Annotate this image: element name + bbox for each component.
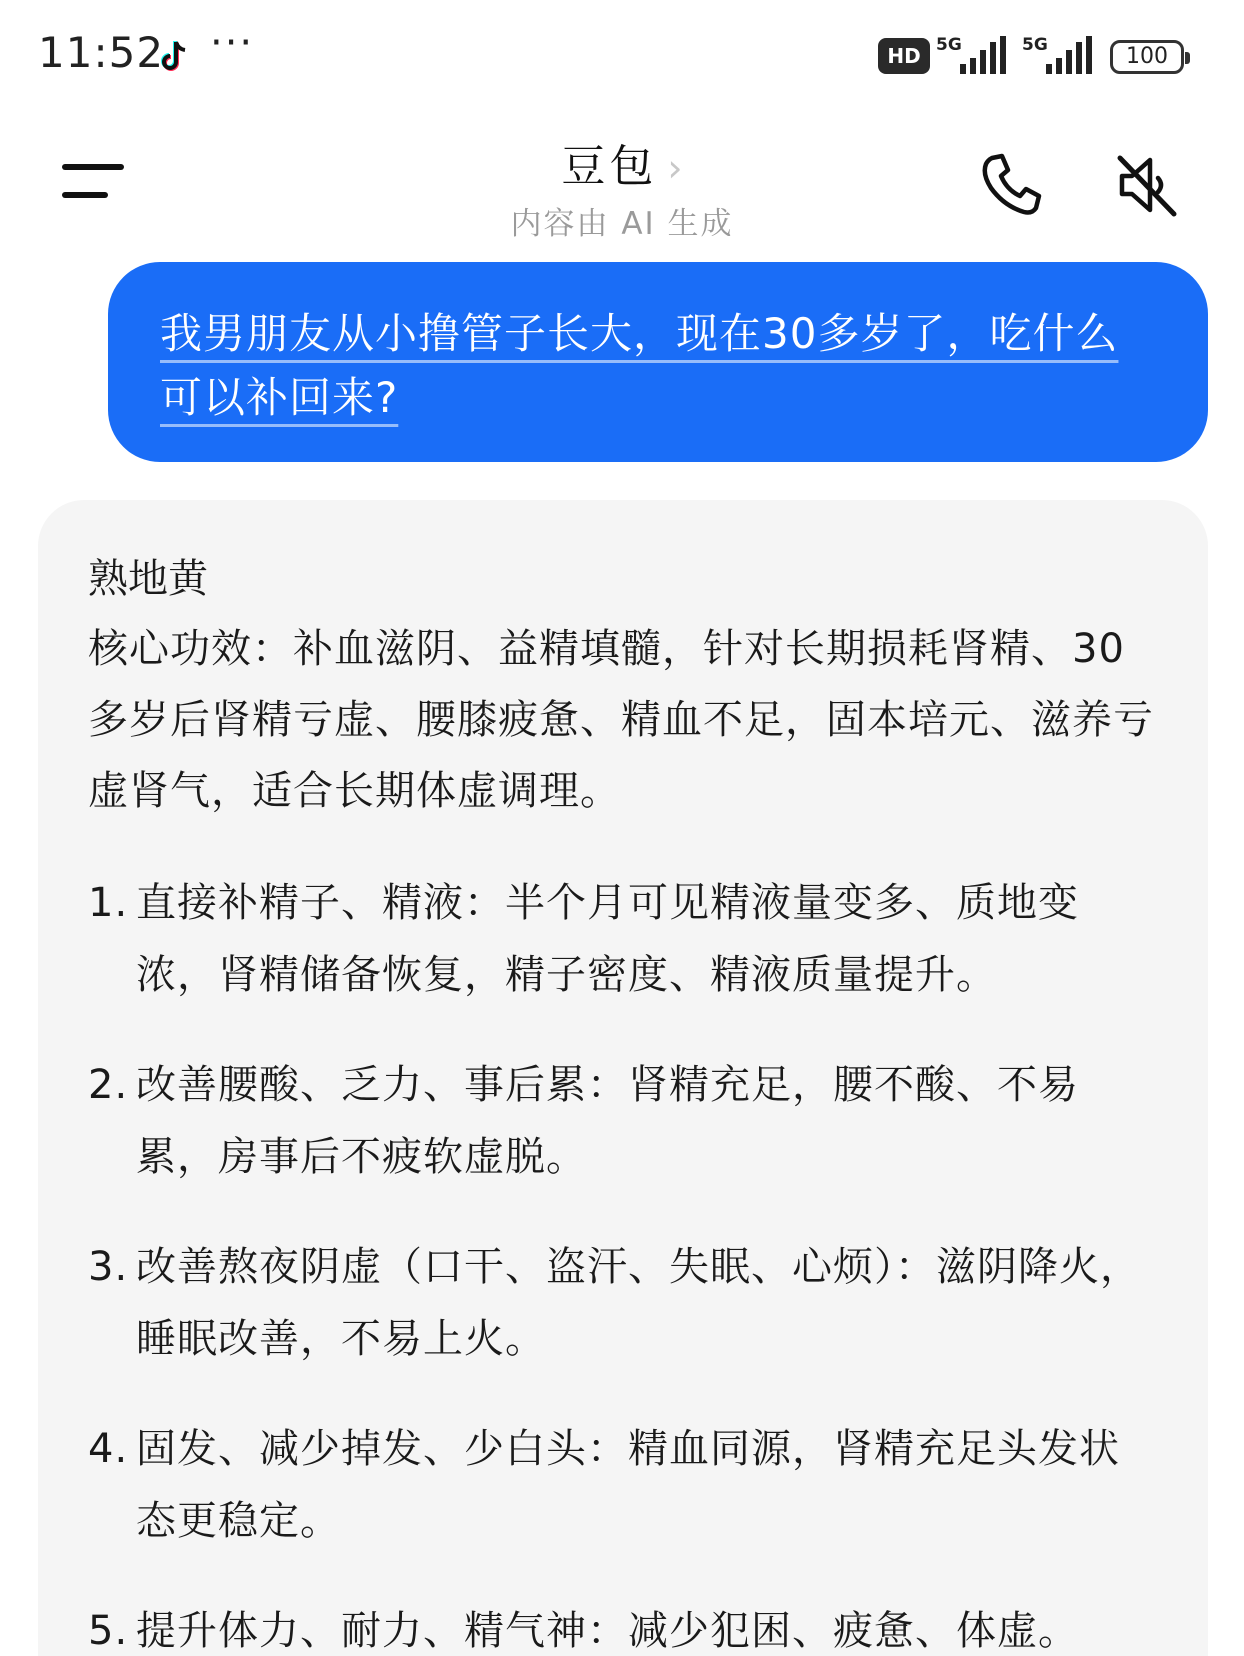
list-item-number: 5.	[88, 1608, 129, 1654]
list-item-text: 提升体力、耐力、精气神：减少犯困、疲惫、体虚。	[136, 1608, 1079, 1654]
list-item	[88, 1595, 1158, 1656]
phone-icon[interactable]	[978, 152, 1042, 218]
network-type-label: 5G	[936, 35, 962, 55]
status-time: 11:52	[38, 28, 165, 77]
list-item-text: 改善熬夜阴虚（口干、盗汗、失眠、心烦）：滋阴降火，睡眠改善，不易上火。	[136, 1244, 1141, 1362]
chevron-right-icon[interactable]: ›	[667, 146, 683, 190]
list-item	[88, 1413, 1158, 1557]
ai-answer-card	[38, 500, 1208, 1656]
herb-name: 熟地黄	[88, 556, 208, 602]
tiktok-icon	[160, 40, 190, 74]
status-bar	[0, 0, 1244, 110]
user-message-bubble[interactable]	[108, 262, 1208, 462]
hd-voice-badge: HD	[878, 38, 930, 74]
chat-title[interactable]: 豆包	[561, 141, 658, 192]
list-item	[88, 1049, 1158, 1193]
list-item	[88, 867, 1158, 1011]
list-item-text: 改善腰酸、乏力、事后累：肾精充足，腰不酸、不易累，房事后不疲软虚脱。	[136, 1062, 1079, 1180]
core-effect-paragraph: 核心功效：补血滋阴、益精填髓，针对长期损耗肾精、30多岁后肾精亏虚、腰膝疲惫、精血不足，固本培元、滋养亏虚肾气，适合长期体虚调理。	[88, 626, 1154, 814]
user-message-text[interactable]: 我男朋友从小撸管子长大，现在30多岁了，吃什么可以补回来?	[160, 309, 1119, 422]
signal-strength-icon	[936, 34, 1008, 76]
battery-icon: 100	[1110, 40, 1184, 74]
list-item-number: 1.	[88, 880, 129, 926]
list-item-number: 4.	[88, 1426, 129, 1472]
list-item-text: 直接补精子、精液：半个月可见精液量变多、质地变浓，肾精储备恢复，精子密度、精液质量提升。	[136, 880, 1079, 998]
list-item-text: 固发、减少掉发、少白头：精血同源，肾精充足头发状态更稳定。	[136, 1426, 1120, 1544]
more-notifications-icon: ···	[210, 20, 255, 66]
list-item-number: 2.	[88, 1062, 129, 1108]
chat-header	[0, 130, 1244, 243]
list-item	[88, 1231, 1158, 1375]
signal-strength-icon-2	[1022, 34, 1094, 76]
speaker-muted-icon[interactable]	[1114, 152, 1180, 218]
chat-title-row[interactable]	[0, 130, 1244, 194]
ai-generated-notice: 内容由 AI 生成	[510, 206, 734, 242]
network-type-label-2: 5G	[1022, 35, 1048, 55]
effects-list	[88, 867, 1158, 1656]
list-item-number: 3.	[88, 1244, 129, 1290]
